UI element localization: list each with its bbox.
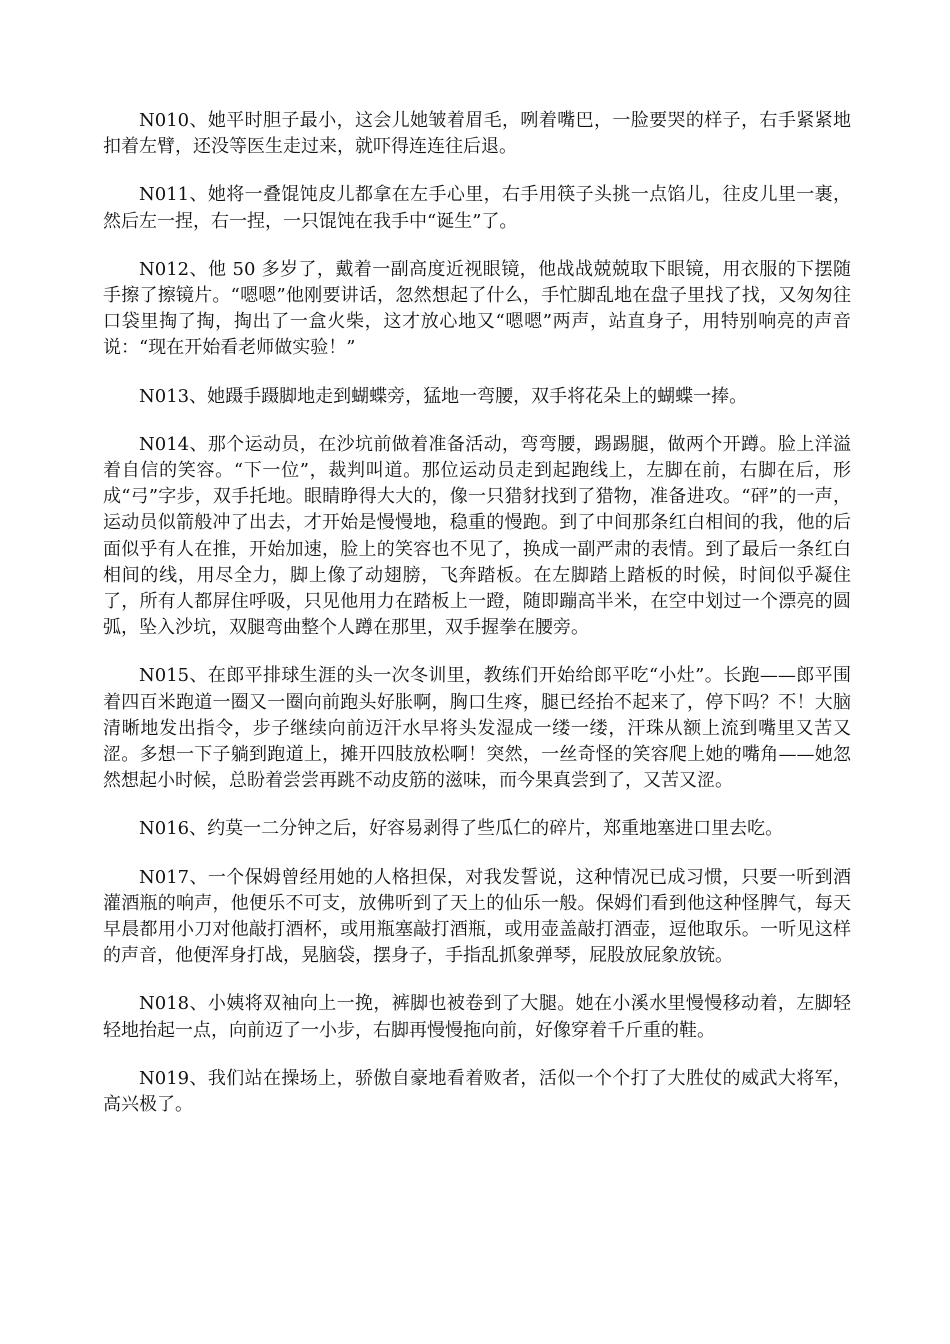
paragraph-n014: N014、那个运动员，在沙坑前做着准备活动，弯弯腰，踢踢腿，做两个开蹲。脸上洋溢着自信的笑容。“下一位”，裁判叫道。那位运动员走到起跑线上，左脚在前，右脚在后，形成“弓”字步，双手托地。眼睛睁得大大的，像一只猎豺找到了猎物，准备进攻。“砰”的一声，运动员似箭般冲了出去，才开始是慢慢地，稳重的慢跑。到了中间那条红白相间的我，他的后面似乎有人在推，开始加速，脸上的笑容也不见了，换成一副严肃的表情。到了最后一条红白相间的线，用尽全力，脚上像了动翅膀，飞奔踏板。在左脚踏上踏板的时候，时间似乎凝住了，所有人都屏住呼吸，只见他用力在踏板上一蹬，随即蹦高半米，在空中划过一个漂亮的圆弧，坠入沙坑，双腿弯曲整个人蹲在那里，双手握拳在腰旁。	[103, 433, 851, 639]
paragraph-n018: N018、小姨将双袖向上一挽，裤脚也被卷到了大腿。她在小溪水里慢慢移动着，左脚轻轻地抬起一点，向前迈了一小步，右脚再慢慢拖向前，好像穿着千斤重的鞋。	[103, 993, 851, 1041]
paragraph-n010: N010、她平时胆子最小，这会儿她皱着眉毛，咧着嘴巴，一脸要哭的样子，右手紧紧地扣着左臂，还没等医生走过来，就吓得连连往后退。	[103, 110, 851, 158]
paragraph-n016: N016、约莫一二分钟之后，好容易剥得了些瓜仁的碎片，郑重地塞进口里去吃。	[139, 818, 784, 840]
paragraph-n011: N011、她将一叠馄饨皮儿都拿在左手心里，右手用筷子头挑一点馅儿，往皮儿里一裹，然后左一捏，右一捏，一只馄饨在我手中“诞生”了。	[103, 184, 851, 232]
paragraph-n015: N015、在郎平排球生涯的头一次冬训里，教练们开始给郎平吃“小灶”。长跑——郎平围着四百米跑道一圈又一圈向前跑头好胀啊，胸口生疼，腿已经抬不起来了，停下吗？不！大脑清晰地发出指令，步子继续向前迈汗水早将头发湿成一缕一缕，汗珠从额上流到嘴里又苦又涩。多想一下子躺到跑道上，摊开四肢放松啊！突然，一丝奇怪的笑容爬上她的嘴角——她忽然想起小时候，总盼着尝尝再跳不动皮筋的滋味，而今果真尝到了，又苦又涩。	[103, 665, 851, 792]
document-body	[103, 108, 851, 1140]
paragraph-n019: N019、我们站在操场上，骄傲自豪地看着败者，活似一个个打了大胜仗的威武大将军，高兴极了。	[103, 1067, 851, 1116]
paragraph-n017: N017、一个保姆曾经用她的人格担保，对我发誓说，这种情况已成习惯，只要一听到酒灌酒瓶的响声，他便乐不可支，放佛听到了天上的仙乐一般。保姆们看到他这种怪脾气，每天早晨都用小刀对他敲打酒杯，或用瓶塞敲打酒瓶，或用壶盖敲打酒壶，逗他取乐。一听见这样的声音，他便浑身打战，晃脑袋，摆身子，手指乱抓象弹琴，屁股放屁象放铳。	[103, 866, 851, 967]
paragraph-n013: N013、她蹑手蹑脚地走到蝴蝶旁，猛地一弯腰，双手将花朵上的蝴蝶一捧。	[139, 385, 748, 407]
paragraph-n012: N012、他 50 多岁了，戴着一副高度近视眼镜，他战战兢兢取下眼镜，用衣服的下摆随手擦了擦镜片。“嗯嗯”他刚要讲话，忽然想起了什么，手忙脚乱地在盘子里找了找，又匆匆往口袋里掏了掏，掏出了一盒火柴，这才放心地又“嗯嗯”两声，站直身子，用特别响亮的声音说：“现在开始看老师做实验！”	[103, 258, 851, 359]
